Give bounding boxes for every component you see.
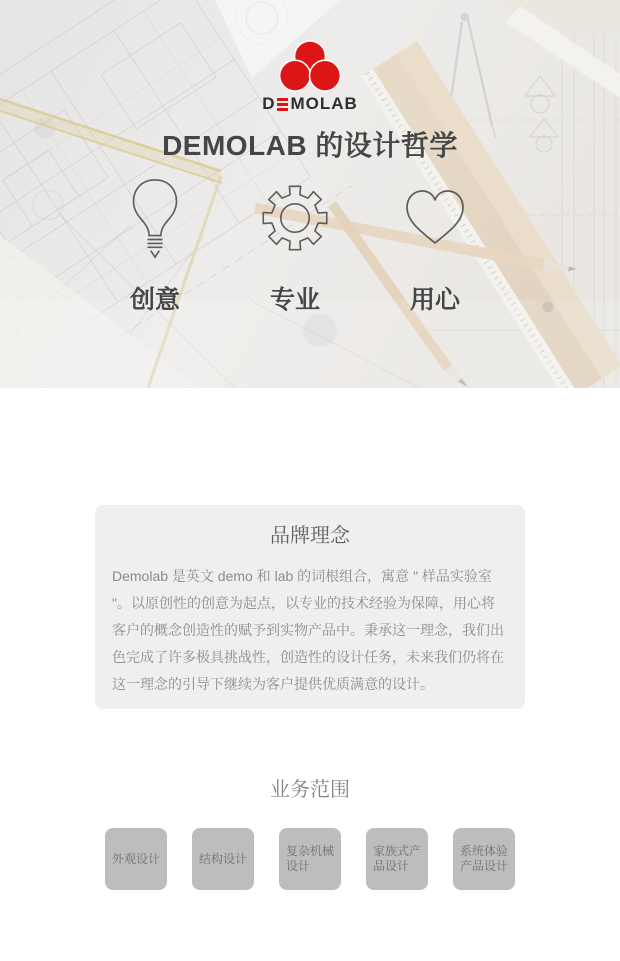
business-box-complex-machinery-design[interactable] [279,828,341,890]
business-box-family-product-design[interactable] [366,828,428,890]
brand-logo[interactable] [0,40,620,113]
logo-wordmark [0,95,620,113]
feature-dedication [365,176,505,316]
hero-title: DEMOLAB 的设计哲学 [162,130,458,161]
feature-professional [225,176,365,316]
business-box-appearance-design[interactable] [105,828,167,890]
lightbulb-icon [127,176,183,260]
wordmark-suffix: MOLAB [290,94,358,113]
business-box-label: 结构设计 [199,851,248,866]
brand-card-body: Demolab 是英文 demo 和 lab 的词根组合，寓意 " 样品实验室 "。以原创性的创意为起点，以专业的技术经验为保障，用心将客户的概念创造性的赋予到实物产品中。秉承这一理念，我们出色完成了许多极具挑战性，创造性的设计任务，未来我们仍将在这一理念的引导下继续为客户提供优质满意的设计。 [112,568,504,692]
business-scope-title: 业务范围 [270,779,350,801]
feature-label: 用心 [409,286,460,314]
business-box-system-experience-product-design[interactable] [453,828,515,890]
feature-label: 专业 [269,286,320,314]
business-box-row [0,828,620,890]
hero-section [0,0,620,388]
feature-row [85,176,505,316]
business-box-label: 外观设计 [112,851,161,866]
gear-icon [259,182,331,254]
logo-mark-icon [278,40,342,94]
wordmark-prefix: D [262,94,276,113]
business-box-label: 家族式产品设计 [373,844,422,873]
brand-philosophy-card [95,505,525,709]
heart-icon [402,187,468,249]
feature-label: 创意 [129,286,180,314]
business-box-structure-design[interactable] [192,828,254,890]
business-box-label: 复杂机械设计 [286,844,335,873]
brand-card-title: 品牌理念 [270,525,350,547]
logo-e-bars-icon [277,98,288,111]
hero-content [0,0,620,388]
business-box-label: 系统体验产品设计 [460,844,509,873]
feature-creativity [85,176,225,316]
